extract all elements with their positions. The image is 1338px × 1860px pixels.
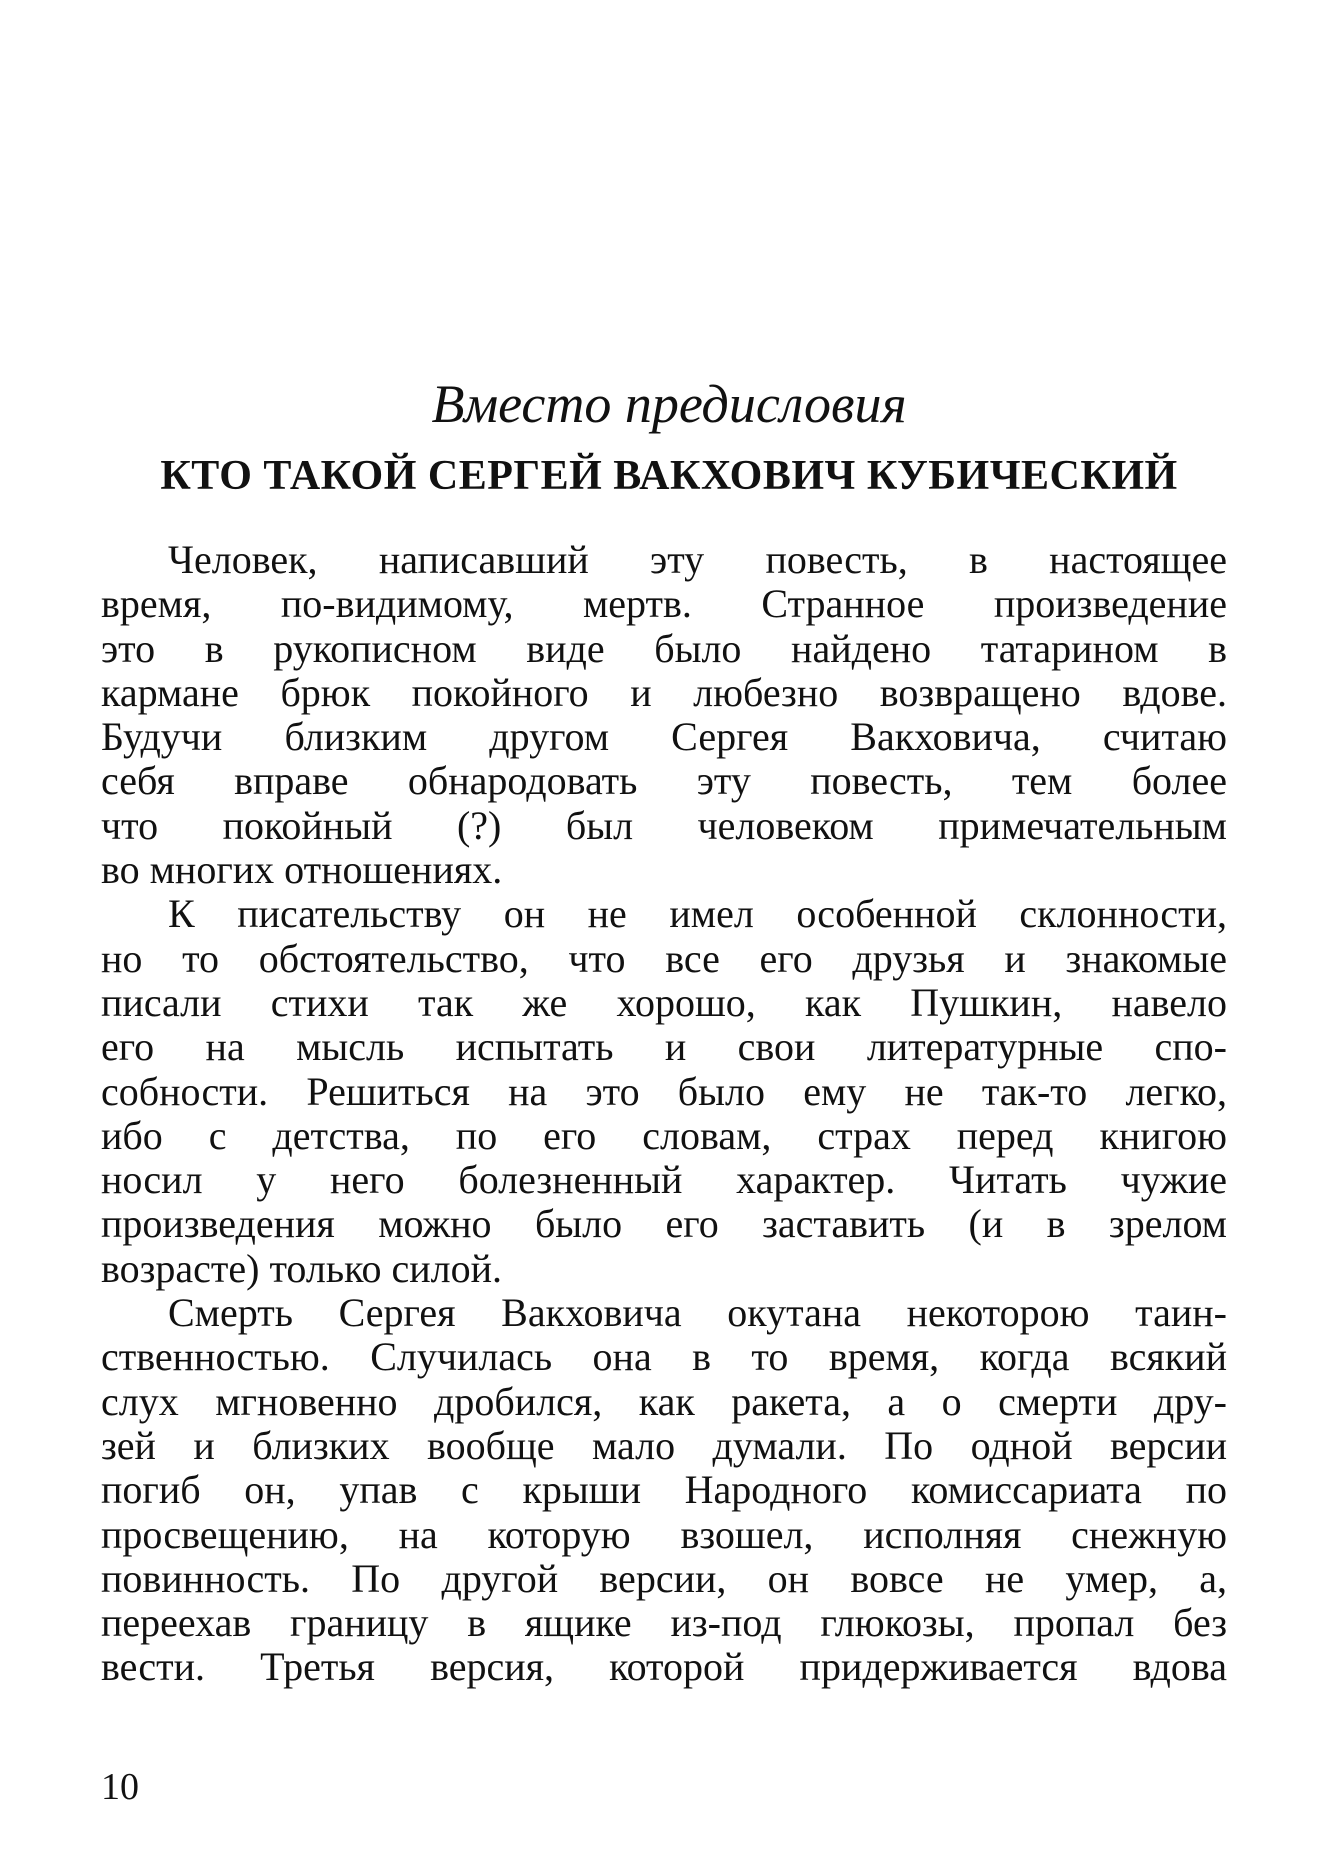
- text-line: произведения можно было его заставить (и в зрелом: [101, 1202, 1227, 1247]
- text-line: переехав границу в ящике из-под глюкозы, пропал без: [101, 1601, 1227, 1646]
- text-line: себя вправе обнародовать эту повесть, тем более: [101, 759, 1227, 804]
- text-line: ибо с детства, по его словам, страх перед книгою: [101, 1113, 1227, 1158]
- paragraph-1: [101, 538, 1227, 892]
- body-text: [101, 538, 1227, 1690]
- text-line: Человек, написавший эту повесть, в настоящее: [168, 538, 1227, 582]
- text-line: это в рукописном виде было найдено татарином в: [101, 626, 1227, 671]
- text-line: погиб он, упав с крыши Народного комиссариата по: [101, 1468, 1227, 1513]
- text-line: но то обстоятельство, что все его друзья и знакомые: [101, 936, 1227, 981]
- text-line: слух мгновенно дробился, как ракета, а о смерти дру-: [101, 1379, 1227, 1424]
- text-line: собности. Решиться на это было ему не так-то легко,: [101, 1069, 1227, 1114]
- text-line: возрасте) только силой.: [101, 1246, 503, 1291]
- text-line: зей и близких вообще мало думали. По одной версии: [101, 1423, 1227, 1468]
- text-line: повинность. По другой версии, он вовсе не умер, а,: [101, 1556, 1227, 1601]
- page-number: 10: [101, 1766, 139, 1808]
- text-line: кармане брюк покойного и любезно возвращено вдове.: [101, 670, 1227, 715]
- text-line: Будучи близким другом Сергея Вакховича, считаю: [101, 715, 1227, 760]
- section-subtitle: Вместо предисловия: [431, 374, 907, 434]
- text-line: вести. Третья версия, которой придерживается вдова: [101, 1645, 1227, 1690]
- text-line: ственностью. Случилась она в то время, когда всякий: [101, 1335, 1227, 1380]
- text-line: его на мысль испытать и свои литературные спо-: [101, 1025, 1227, 1070]
- section-title: КТО ТАКОЙ СЕРГЕЙ ВАКХОВИЧ КУБИЧЕСКИЙ: [160, 453, 1178, 499]
- paragraph-3: [101, 1291, 1227, 1690]
- text-line: во многих отношениях.: [101, 848, 503, 893]
- paragraph-2: [101, 892, 1227, 1291]
- text-line: К писательству он не имел особенной склонности,: [168, 892, 1227, 937]
- text-line: носил у него болезненный характер. Читать чужие: [101, 1158, 1227, 1203]
- text-line: время, по-видимому, мертв. Странное произведение: [101, 582, 1227, 627]
- text-line: Смерть Сергея Вакховича окутана некоторою таин-: [168, 1291, 1227, 1336]
- text-line: просвещению, на которую взошел, исполняя снежную: [101, 1512, 1227, 1557]
- text-line: что покойный (?) был человеком примечательным: [101, 803, 1227, 848]
- text-line: писали стихи так же хорошо, как Пушкин, навело: [101, 980, 1227, 1025]
